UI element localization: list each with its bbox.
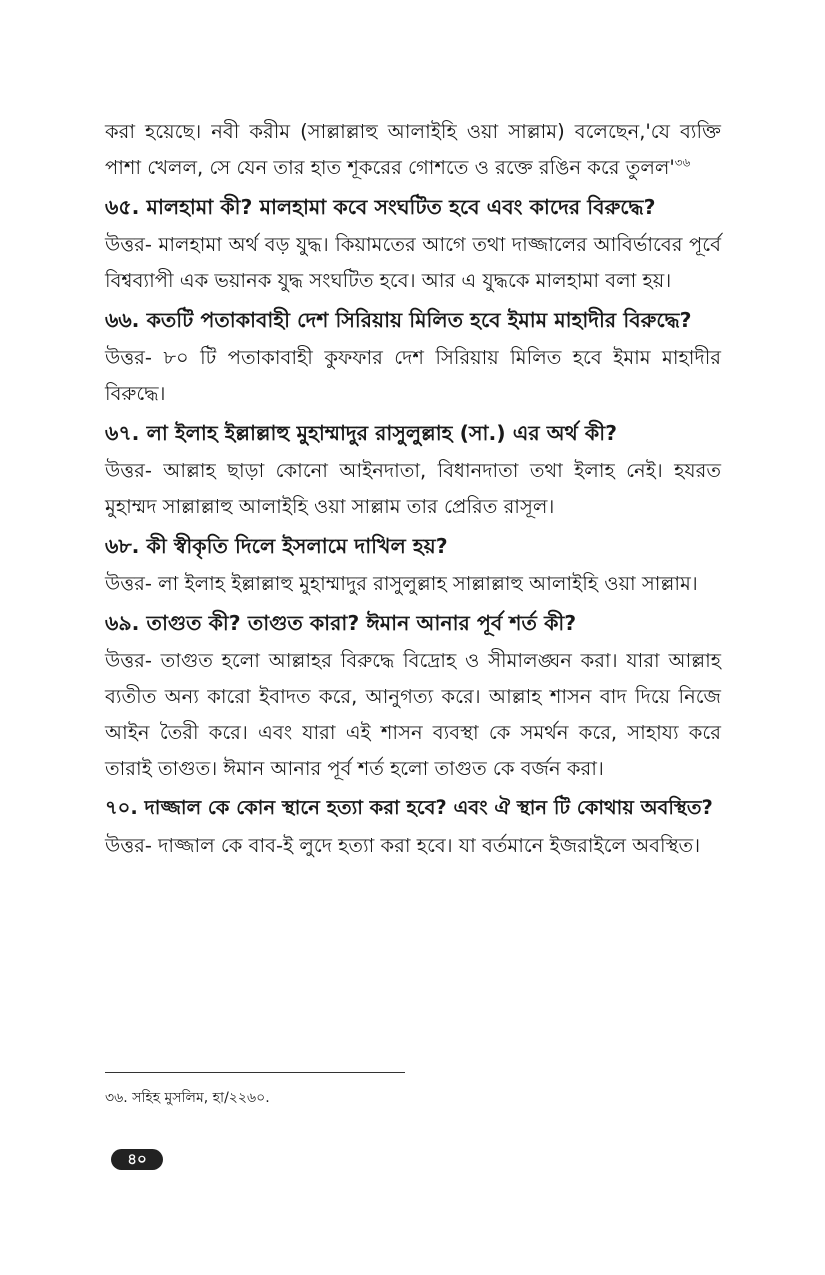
intro-text: করা হয়েছে। নবী করীম (সাল্লাল্লাহু আলাইহি ওয়া সাল্লাম) বলেছেন,'যে ব্যক্তি পাশা খেলল, সে যেন তার হাত শূকরের গোশতে ও রক্তে রঙিন করে তুলল': [105, 120, 721, 179]
answer-70: উত্তর- দাজ্জাল কে বাব-ই লুদে হত্যা করা হবে। যা বর্তমানে ইজরাইলে অবস্থিত।: [105, 834, 701, 857]
question-66: ৬৬. কতটি পতাকাবাহী দেশ সিরিয়ায় মিলিত হবে ইমাম মাহাদীর বিরুদ্ধে?: [105, 308, 692, 332]
page-body: [105, 114, 721, 864]
question-68: ৬৮. কী স্বীকৃতি দিলে ইসলামে দাখিল হয়?: [105, 534, 448, 558]
answer-67: উত্তর- আল্লাহ ছাড়া কোনো আইনদাতা, বিধানদাতা তথা ইলাহ নেই। হযরত মুহাম্মদ সাল্লাল্লাহু আলাইহি ওয়া সাল্লাম তার প্রেরিত রাসূল।: [105, 459, 721, 518]
answer-66: উত্তর- ৮০ টি পতাকাবাহী কুফফার দেশ সিরিয়ায় মিলিত হবে ইমাম মাহাদীর বিরুদ্ধে।: [105, 346, 721, 405]
question-65: ৬৫. মালহামা কী? মালহামা কবে সংঘটিত হবে এবং কাদের বিরুদ্ধে?: [105, 195, 656, 219]
answer-65: উত্তর- মালহামা অর্থ বড় যুদ্ধ। কিয়ামতের আগে তথা দাজ্জালের আবির্ভাবের পূর্বে বিশ্বব্যাপী এক ভয়ানক যুদ্ধ সংঘটিত হবে। আর এ যুদ্ধকে মালহামা বলা হয়।: [105, 233, 721, 292]
answer-68: উত্তর- লা ইলাহ ইল্লাল্লাহু মুহাম্মাদুর রাসুলুল্লাহ সাল্লাল্লাহু আলাইহি ওয়া সাল্লাম।: [105, 572, 698, 595]
footnote-divider: [105, 1072, 405, 1073]
intro-paragraph: [105, 114, 721, 186]
answer-69: উত্তর- তাগুত হলো আল্লাহর বিরুদ্ধে বিদ্রোহ ও সীমালঙ্ঘন করা। যারা আল্লাহ ব্যতীত অন্য কারো ইবাদত করে, আনুগত্য করে। আল্লাহ শাসন বাদ দিয়ে নিজে আইন তৈরী করে। এবং যারা এই শাসন ব্যবস্থা কে সমর্থন করে, সাহায্য করে তারাই তাগুত। ঈমান আনার পূর্ব শর্ত হলো তাগুত কে বর্জন করা।: [105, 649, 721, 780]
footnote-text: ৩৬. সহিহ মুসলিম, হা/২২৬০.: [105, 1090, 270, 1106]
page-number-badge: ৪০: [111, 1149, 163, 1170]
footnote-reference[interactable]: ৩৬: [674, 155, 691, 170]
question-69: ৬৯. তাগুত কী? তাগুত কারা? ঈমান আনার পূর্ব শর্ত কী?: [105, 611, 577, 635]
question-67: ৬৭. লা ইলাহ ইল্লাল্লাহু মুহাম্মাদুর রাসুলুল্লাহ (সা.) এর অর্থ কী?: [105, 421, 618, 445]
question-70: ৭০. দাজ্জাল কে কোন স্থানে হত্যা করা হবে? এবং ঐ স্থান টি কোথায় অবস্থিত?: [105, 796, 713, 819]
